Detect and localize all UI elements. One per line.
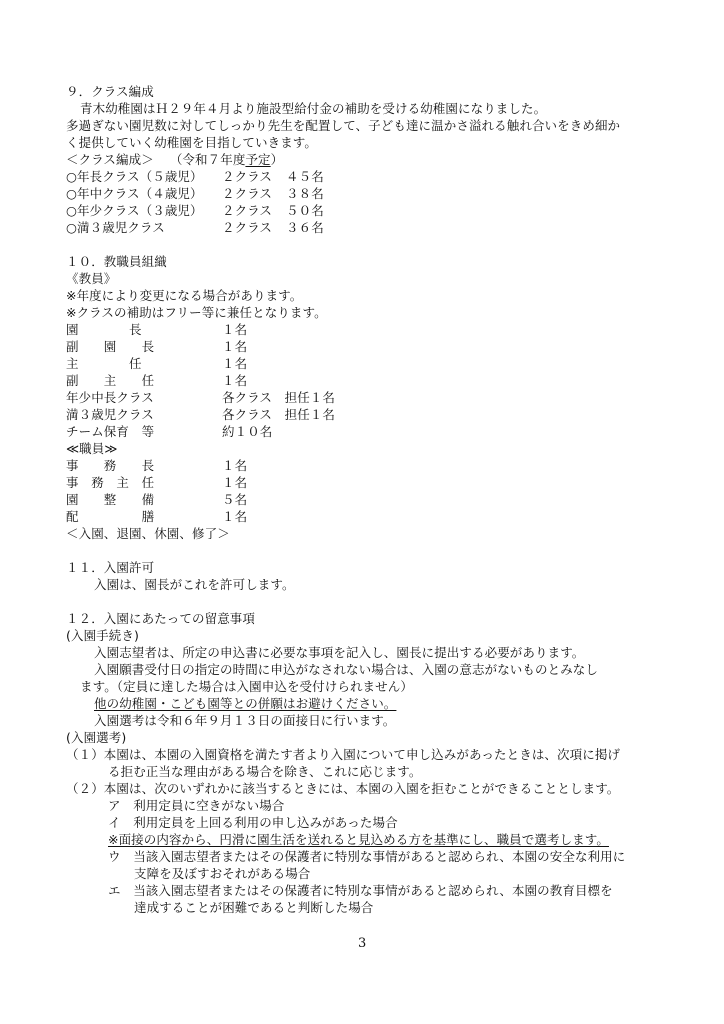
teacher-role: 満３歳児クラス bbox=[66, 407, 154, 422]
teacher-value: １名 bbox=[222, 356, 248, 371]
section-9-para-2b: く提供していく幼稚園を目指していきます。 bbox=[66, 135, 318, 150]
year-planned: 予定 bbox=[245, 152, 271, 167]
class-row-name: ○年中クラス（４歳児） bbox=[66, 186, 203, 201]
class-row-num: ５０名 bbox=[286, 203, 324, 218]
class-row-num: ４５名 bbox=[286, 169, 324, 184]
class-row-name: ○年長クラス（５歳児） bbox=[66, 169, 203, 184]
teacher-role: 副 園 長 bbox=[66, 339, 155, 354]
selection-item-i: イ 利用定員を上回る利用の申し込みがあった場合 bbox=[108, 815, 398, 830]
staff-value: ５名 bbox=[222, 492, 248, 507]
selection-note-underlined: ※面接の内容から、円滑に園生活を送れると見込める方を基準にし、職員で選考します。 bbox=[108, 832, 609, 847]
selection-item-a: ア 利用定員に空きがない場合 bbox=[108, 798, 285, 813]
procedure-line-3-underlined: 他の幼稚園・こども園等との併願はお避けください。 bbox=[94, 696, 397, 711]
selection-item-1b: る拒む正当な理由がある場合を除き、これに応じます。 bbox=[108, 764, 422, 779]
selection-item-2: （２）本園は、次のいずれかに該当するときには、本園の入園を拒むことができることとします。 bbox=[66, 781, 620, 796]
section-9-para-1: 青木幼稚園はＨ２９年４月より施設型給付金の補助を受ける幼稚園になりました。 bbox=[80, 101, 547, 116]
procedure-label: (入園手続き) bbox=[66, 628, 139, 643]
admission-topics-heading: ＜入園、退園、休園、修了＞ bbox=[66, 526, 230, 541]
teacher-value: １名 bbox=[222, 339, 248, 354]
staff-role: 事 務 長 bbox=[66, 458, 155, 473]
staff-value: １名 bbox=[222, 509, 248, 524]
page-number: 3 bbox=[358, 936, 367, 951]
staff-role: 事 務 主 任 bbox=[66, 475, 155, 490]
teacher-role: 園 長 bbox=[66, 322, 142, 337]
teacher-role: チーム保育 等 bbox=[66, 424, 155, 439]
procedure-line-4: 入園選考は令和６年９月１３日の面接日に行います。 bbox=[94, 713, 396, 728]
selection-item-u-2: 支障を及ぼすおそれがある場合 bbox=[134, 866, 311, 881]
staff-role: 園 整 備 bbox=[66, 492, 155, 507]
section-11-heading: １１．入園許可 bbox=[66, 560, 155, 575]
year-prefix: （令和７年度 bbox=[169, 152, 246, 167]
procedure-line-2a: 入園願書受付日の指定の時間に申込がなされない場合は、入園の意志がないものとみなし bbox=[94, 662, 599, 677]
class-row-count: ２クラス bbox=[222, 203, 273, 218]
class-row-name: ○年少クラス（３歳児） bbox=[66, 203, 203, 218]
class-row-name: ○満３歳児クラス bbox=[66, 220, 165, 235]
selection-label: (入園選考) bbox=[66, 730, 127, 745]
staff-label: ≪職員≫ bbox=[66, 441, 118, 456]
class-row-num: ３６名 bbox=[286, 220, 324, 235]
staff-role: 配 膳 bbox=[66, 509, 155, 524]
teacher-value: １名 bbox=[222, 373, 248, 388]
class-row-num: ３８名 bbox=[286, 186, 324, 201]
class-composition-subheading bbox=[66, 152, 283, 167]
teacher-role: 年少中長クラス bbox=[66, 390, 154, 405]
selection-item-e-1: エ 当該入園志望者またはその保護者に特別な事情があると認められ、本園の教育目標を bbox=[108, 883, 613, 898]
section-9-para-2a: 多過ぎない園児数に対してしっかり先生を配置して、子ども達に温かさ溢れる触れ合いをきめ細か bbox=[66, 118, 621, 133]
staff-value: １名 bbox=[222, 475, 248, 490]
selection-item-u-1: ウ 当該入園志望者またはその保護者に特別な事情があると認められ、本園の安全な利用に bbox=[108, 849, 626, 864]
section-12-heading: １２．入園にあたっての留意事項 bbox=[66, 611, 256, 626]
selection-item-1a: （１）本園は、本園の入園資格を満たす者より入園について申し込みがあったときは、次項に掲げ bbox=[66, 747, 621, 762]
teacher-role: 主 任 bbox=[66, 356, 142, 371]
procedure-line-2b: ます。（定員に達した場合は入園申込を受付けられません） bbox=[80, 679, 413, 694]
teachers-label: 《教員》 bbox=[66, 271, 117, 286]
class-row-count: ２クラス bbox=[222, 186, 273, 201]
teacher-value: 各クラス 担任１名 bbox=[222, 390, 336, 405]
teacher-value: 各クラス 担任１名 bbox=[222, 407, 336, 422]
class-composition-label: ＜クラス編成＞ bbox=[66, 152, 154, 167]
teachers-note-2: ※クラスの補助はフリー等に兼任となります。 bbox=[66, 305, 327, 320]
teacher-role: 副 主 任 bbox=[66, 373, 155, 388]
staff-value: １名 bbox=[222, 458, 248, 473]
teachers-note-1: ※年度により変更になる場合があります。 bbox=[66, 288, 303, 303]
selection-item-e-2: 達成することが困難であると判断した場合 bbox=[134, 900, 374, 915]
teacher-value: 約１０名 bbox=[222, 424, 273, 439]
procedure-line-1: 入園志望者は、所定の申込書に必要な事項を記入し、園長に提出する必要があります。 bbox=[94, 645, 585, 660]
year-suffix: ） bbox=[270, 152, 284, 167]
section-9-heading: ９．クラス編成 bbox=[66, 84, 154, 99]
teacher-value: １名 bbox=[222, 322, 248, 337]
class-row-count: ２クラス bbox=[222, 169, 273, 184]
section-10-heading: １０．教職員組織 bbox=[66, 254, 167, 269]
section-11-text: 入園は、園長がこれを許可します。 bbox=[94, 577, 295, 592]
class-row-count: ２クラス bbox=[222, 220, 273, 235]
